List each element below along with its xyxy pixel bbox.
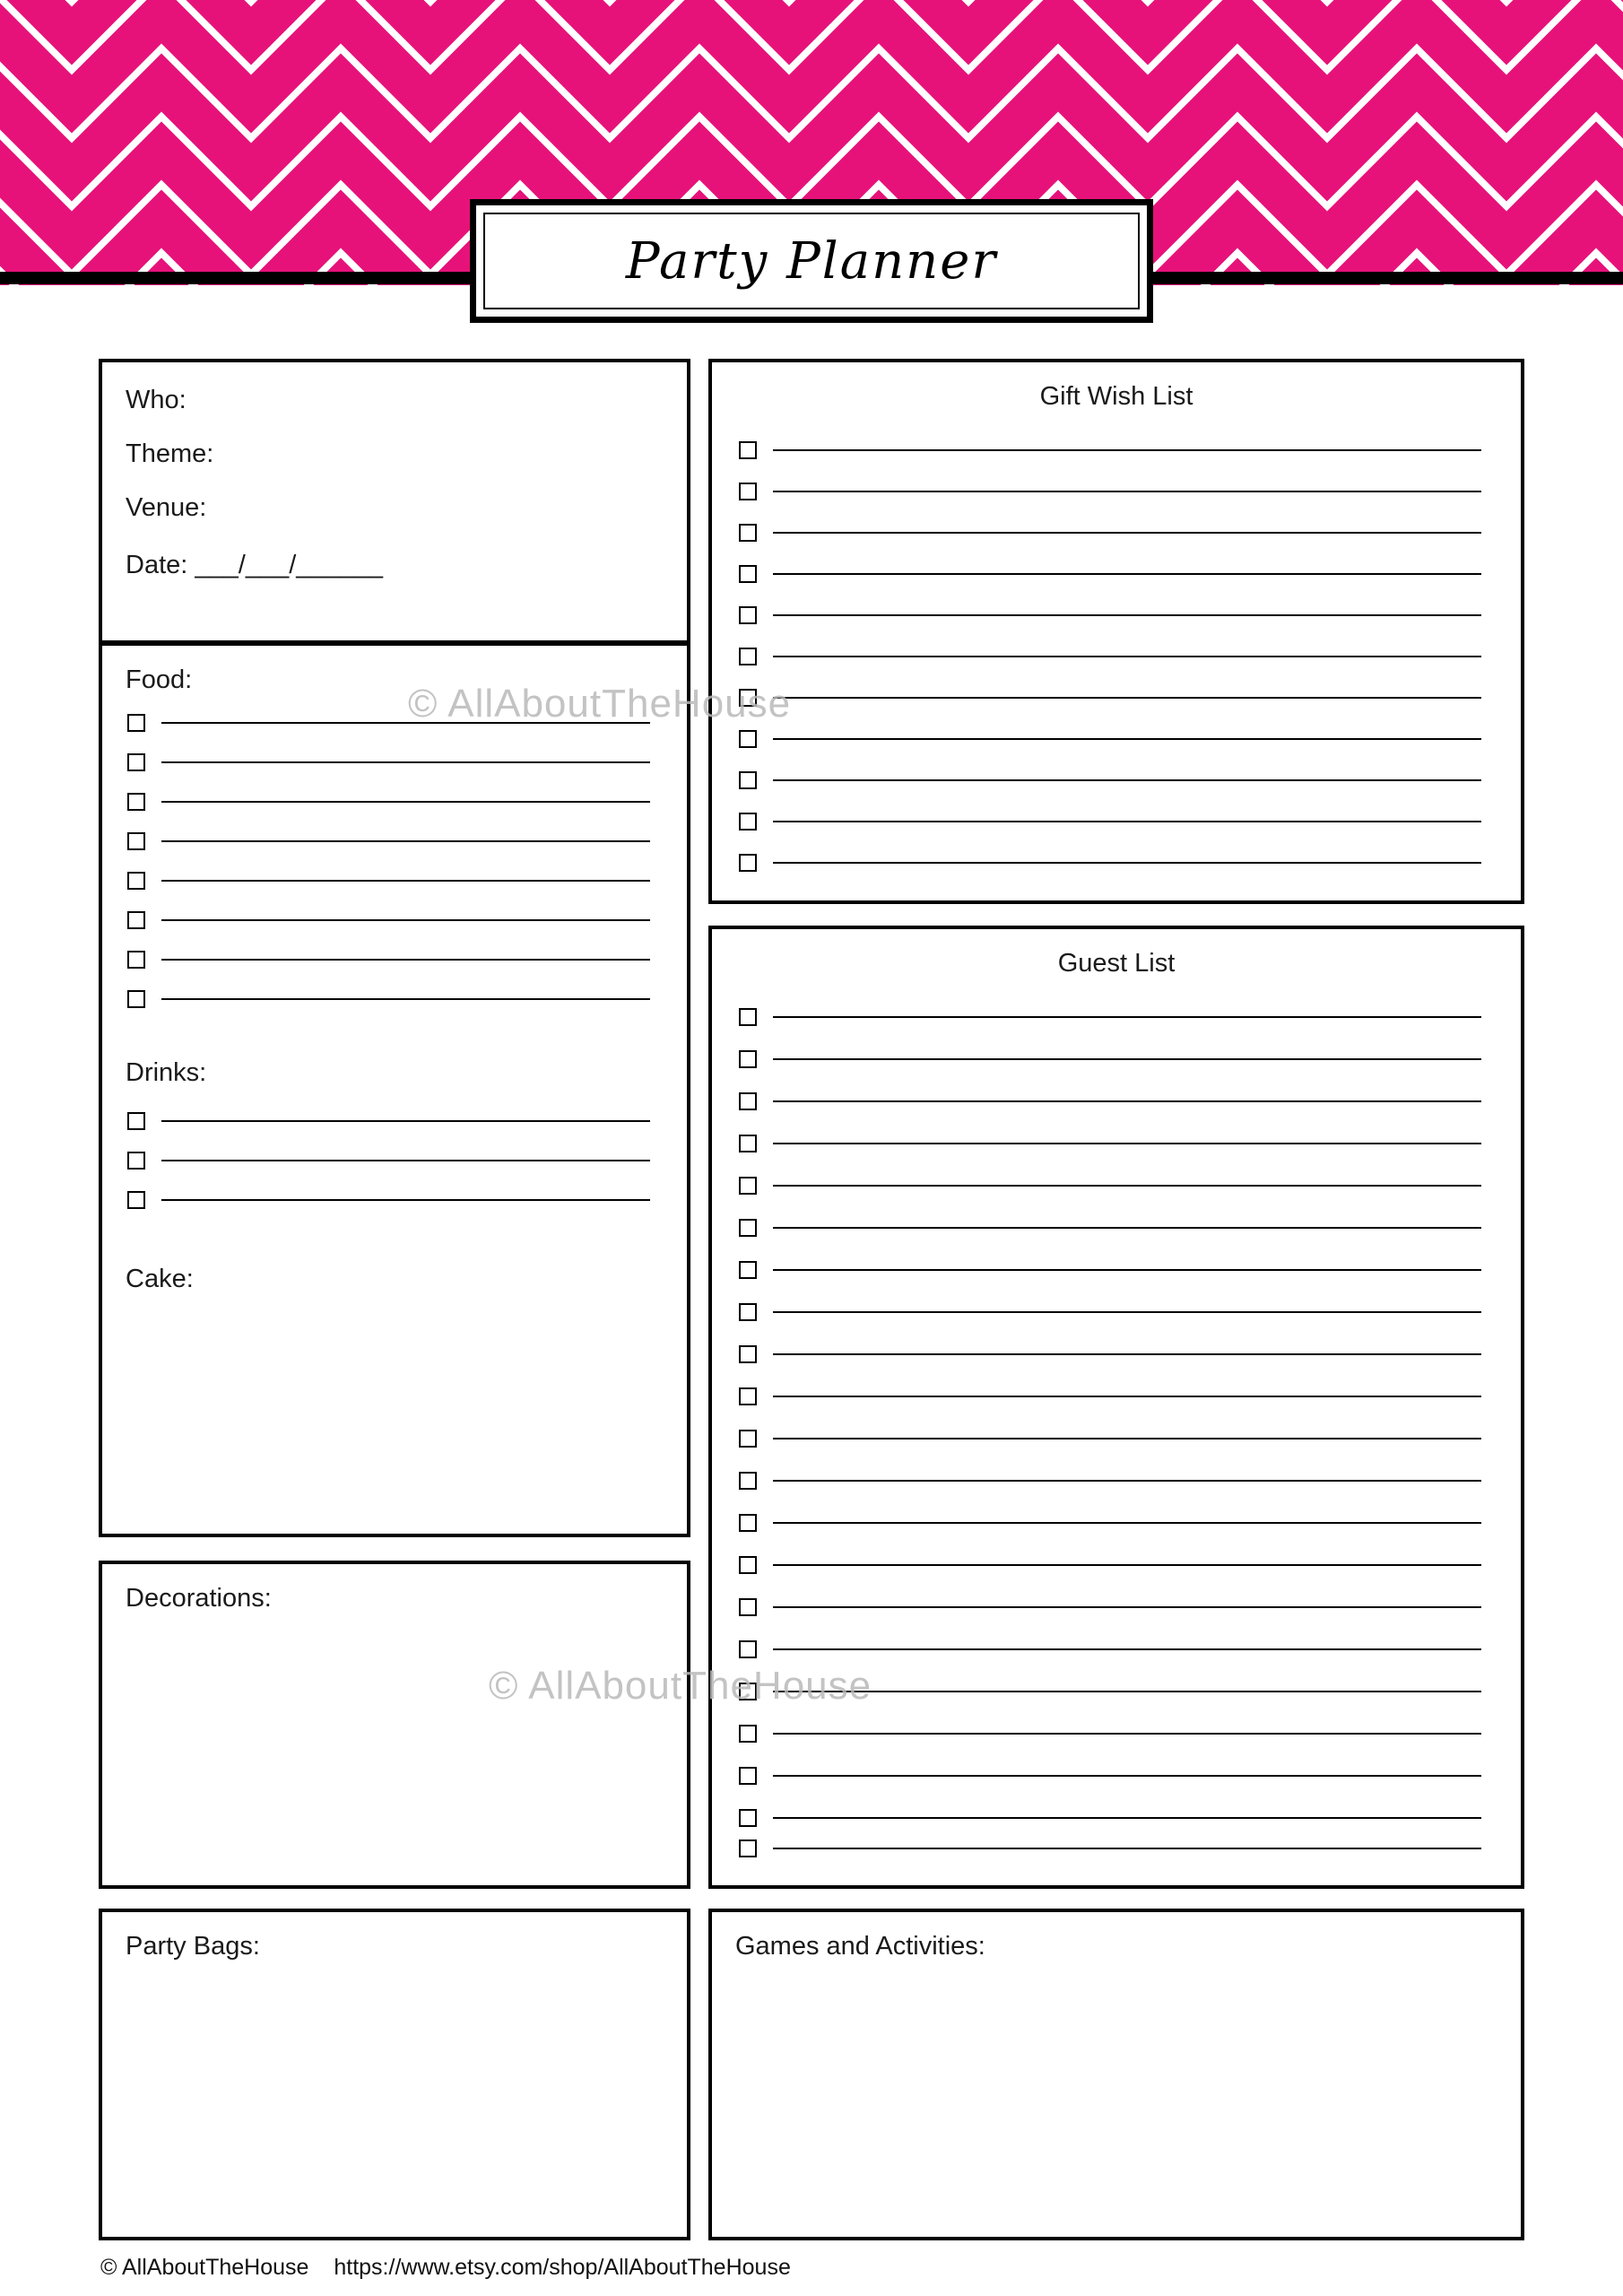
write-in-rule — [773, 738, 1481, 740]
gift-line-item[interactable] — [739, 524, 1481, 542]
write-in-rule — [773, 1016, 1481, 1018]
food-drinks-cake-box — [99, 642, 690, 1537]
checkbox-icon[interactable] — [739, 771, 757, 789]
page-title-plaque — [470, 199, 1153, 323]
checkbox-icon[interactable] — [739, 648, 757, 665]
write-in-rule — [773, 1480, 1481, 1482]
checkbox-icon[interactable] — [127, 793, 145, 811]
checkbox-icon[interactable] — [739, 1556, 757, 1574]
field-venue[interactable]: Venue: — [126, 493, 207, 522]
write-in-rule — [773, 1522, 1481, 1524]
checkbox-icon[interactable] — [739, 1809, 757, 1827]
write-in-rule — [773, 656, 1481, 657]
checkbox-icon[interactable] — [739, 1725, 757, 1743]
write-in-rule — [161, 880, 650, 882]
party-bags-box[interactable] — [99, 1909, 690, 2240]
guest-line-item[interactable] — [739, 1219, 1481, 1237]
party-details-box — [99, 359, 690, 644]
checkbox-icon[interactable] — [739, 1345, 757, 1363]
food-line-item[interactable] — [127, 832, 650, 850]
checkbox-icon[interactable] — [739, 689, 757, 707]
food-line-item[interactable] — [127, 753, 650, 771]
drinks-label: Drinks: — [126, 1058, 207, 1087]
checkbox-icon[interactable] — [739, 854, 757, 872]
write-in-rule — [161, 998, 650, 1000]
write-in-rule — [773, 779, 1481, 781]
food-line-item[interactable] — [127, 793, 650, 811]
write-in-rule — [161, 761, 650, 763]
gift-line-item[interactable] — [739, 483, 1481, 500]
checkbox-icon[interactable] — [127, 1191, 145, 1209]
checkbox-icon[interactable] — [127, 911, 145, 929]
checkbox-icon[interactable] — [127, 753, 145, 771]
guest-line-item[interactable] — [739, 1092, 1481, 1110]
checkbox-icon[interactable] — [127, 990, 145, 1008]
field-who[interactable]: Who: — [126, 386, 187, 414]
food-line-item[interactable] — [127, 911, 650, 929]
write-in-rule — [773, 1143, 1481, 1144]
food-label: Food: — [126, 665, 193, 694]
guest-line-item[interactable] — [739, 1177, 1481, 1195]
gift-line-item[interactable] — [739, 565, 1481, 583]
food-line-item[interactable] — [127, 714, 650, 732]
gift-line-item[interactable] — [739, 648, 1481, 665]
decorations-label: Decorations: — [126, 1584, 272, 1613]
write-in-rule — [161, 919, 650, 921]
checkbox-icon[interactable] — [739, 565, 757, 583]
gift-line-item[interactable] — [739, 441, 1481, 459]
write-in-rule — [773, 491, 1481, 492]
page-title-inner-border — [483, 213, 1140, 309]
write-in-rule — [773, 1311, 1481, 1313]
food-line-item[interactable] — [127, 951, 650, 969]
drinks-line-item[interactable] — [127, 1112, 650, 1130]
games-and-activities-box[interactable] — [708, 1909, 1524, 2240]
field-theme[interactable]: Theme: — [126, 439, 214, 468]
checkbox-icon[interactable] — [739, 1050, 757, 1068]
cake-label: Cake: — [126, 1265, 194, 1293]
games-label: Games and Activities: — [735, 1932, 985, 1961]
write-in-rule — [161, 1160, 650, 1161]
guest-line-item[interactable] — [739, 1839, 1481, 1857]
write-in-rule — [773, 1691, 1481, 1692]
write-in-rule — [773, 1648, 1481, 1650]
guest-line-item[interactable] — [739, 1303, 1481, 1321]
checkbox-icon[interactable] — [739, 524, 757, 542]
write-in-rule — [773, 1775, 1481, 1777]
write-in-rule — [161, 840, 650, 842]
checkbox-icon[interactable] — [739, 1387, 757, 1405]
page-title: Party Planner — [625, 231, 998, 291]
write-in-rule — [161, 722, 650, 724]
checkbox-icon[interactable] — [739, 483, 757, 500]
checkbox-icon[interactable] — [739, 1135, 757, 1152]
guest-line-item[interactable] — [739, 1261, 1481, 1279]
write-in-rule — [773, 532, 1481, 534]
checkbox-icon[interactable] — [739, 1303, 757, 1321]
write-in-rule — [773, 1733, 1481, 1735]
guest-line-item[interactable] — [739, 1640, 1481, 1658]
gift-line-item[interactable] — [739, 771, 1481, 789]
write-in-rule — [773, 573, 1481, 575]
gift-line-item[interactable] — [739, 606, 1481, 624]
checkbox-icon[interactable] — [739, 1472, 757, 1490]
checkbox-icon[interactable] — [739, 1839, 757, 1857]
checkbox-icon[interactable] — [739, 1261, 757, 1279]
footer-copyright: © AllAboutTheHouse — [100, 2255, 309, 2280]
guest-line-item[interactable] — [739, 1725, 1481, 1743]
guest-line-item[interactable] — [739, 1430, 1481, 1448]
party-bags-label: Party Bags: — [126, 1932, 260, 1961]
guest-line-item[interactable] — [739, 1556, 1481, 1574]
write-in-rule — [773, 449, 1481, 451]
checkbox-icon[interactable] — [127, 832, 145, 850]
write-in-rule — [773, 1606, 1481, 1608]
write-in-rule — [161, 959, 650, 961]
gift-wish-list-box — [708, 359, 1524, 904]
checkbox-icon[interactable] — [127, 714, 145, 732]
write-in-rule — [161, 1120, 650, 1122]
checkbox-icon[interactable] — [127, 872, 145, 890]
checkbox-icon[interactable] — [739, 1092, 757, 1110]
food-line-item[interactable] — [127, 990, 650, 1008]
checkbox-icon[interactable] — [739, 1767, 757, 1785]
drinks-line-item[interactable] — [127, 1191, 650, 1209]
checkbox-icon[interactable] — [739, 813, 757, 831]
guest-line-item[interactable] — [739, 1598, 1481, 1616]
guest-line-item[interactable] — [739, 1387, 1481, 1405]
field-date[interactable]: Date: ___/___/______ — [126, 551, 384, 579]
guest-line-item[interactable] — [739, 1050, 1481, 1068]
write-in-rule — [773, 1848, 1481, 1849]
guest-list-title: Guest List — [1057, 949, 1176, 978]
checkbox-icon[interactable] — [739, 441, 757, 459]
guest-line-item[interactable] — [739, 1809, 1481, 1827]
checkbox-icon[interactable] — [739, 1219, 757, 1237]
write-in-rule — [773, 821, 1481, 822]
guest-line-item[interactable] — [739, 1345, 1481, 1363]
gift-line-item[interactable] — [739, 689, 1481, 707]
write-in-rule — [773, 697, 1481, 699]
guest-line-item[interactable] — [739, 1683, 1481, 1700]
checkbox-icon[interactable] — [739, 1514, 757, 1532]
checkbox-icon[interactable] — [739, 730, 757, 748]
checkbox-icon[interactable] — [127, 1112, 145, 1130]
write-in-rule — [773, 1817, 1481, 1819]
food-line-item[interactable] — [127, 872, 650, 890]
write-in-rule — [773, 1058, 1481, 1060]
write-in-rule — [773, 1227, 1481, 1229]
footer-shop-url[interactable]: https://www.etsy.com/shop/AllAboutTheHouse — [334, 2255, 791, 2280]
write-in-rule — [773, 614, 1481, 616]
write-in-rule — [773, 1396, 1481, 1397]
gift-line-item[interactable] — [739, 730, 1481, 748]
gift-line-item[interactable] — [739, 854, 1481, 872]
write-in-rule — [773, 1353, 1481, 1355]
write-in-rule — [161, 1199, 650, 1201]
write-in-rule — [773, 1269, 1481, 1271]
checkbox-icon[interactable] — [127, 951, 145, 969]
checkbox-icon[interactable] — [739, 1177, 757, 1195]
guest-line-item[interactable] — [739, 1008, 1481, 1026]
watermark-text: © AllAboutTheHouse — [489, 1664, 872, 1708]
drinks-line-item[interactable] — [127, 1152, 650, 1170]
checkbox-icon[interactable] — [127, 1152, 145, 1170]
guest-line-item[interactable] — [739, 1514, 1481, 1532]
guest-line-item[interactable] — [739, 1472, 1481, 1490]
decorations-box[interactable] — [99, 1561, 690, 1889]
gift-wish-list-title: Gift Wish List — [1039, 382, 1193, 411]
checkbox-icon[interactable] — [739, 606, 757, 624]
watermark-text: © AllAboutTheHouse — [408, 682, 792, 726]
guest-line-item[interactable] — [739, 1767, 1481, 1785]
write-in-rule — [773, 1185, 1481, 1187]
write-in-rule — [773, 1564, 1481, 1566]
checkbox-icon[interactable] — [739, 1640, 757, 1658]
checkbox-icon[interactable] — [739, 1430, 757, 1448]
write-in-rule — [773, 1438, 1481, 1439]
write-in-rule — [161, 801, 650, 803]
write-in-rule — [773, 1100, 1481, 1102]
checkbox-icon[interactable] — [739, 1598, 757, 1616]
footer — [100, 2255, 791, 2281]
checkbox-icon[interactable] — [739, 1683, 757, 1700]
gift-line-item[interactable] — [739, 813, 1481, 831]
guest-line-item[interactable] — [739, 1135, 1481, 1152]
checkbox-icon[interactable] — [739, 1008, 757, 1026]
guest-list-box — [708, 926, 1524, 1889]
write-in-rule — [773, 862, 1481, 864]
